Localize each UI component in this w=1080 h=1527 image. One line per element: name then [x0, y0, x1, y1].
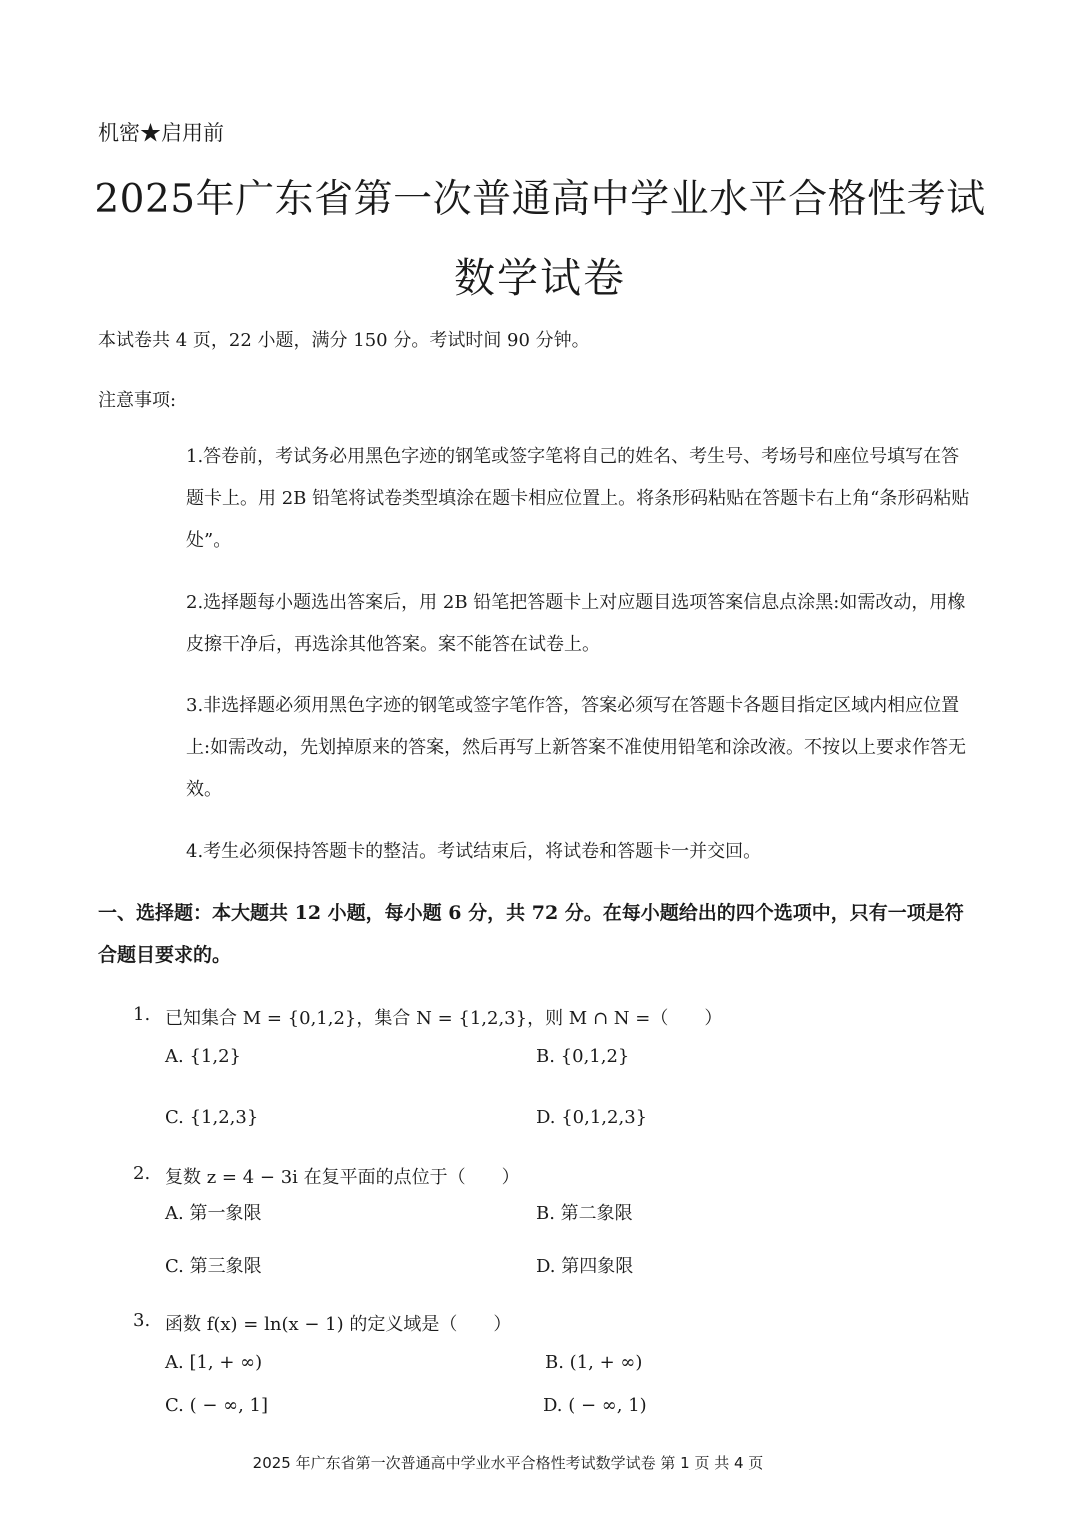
rule-1: 1.答卷前，考试务必用黑色字迹的钢笔或签字笔将自己的姓名、考生号、考场号和座位号填写在答题卡上。用 2B 铅笔将试卷类型填涂在题卡相应位置上。将条形码粘贴在答题卡右上角“条形码粘贴处”。 [186, 446, 970, 551]
question-2-option-c: C. 第三象限 [165, 1256, 262, 1277]
question-3-text: 函数 f(x) = ln(x − 1) 的定义域是（ ） [165, 1314, 512, 1335]
question-2-option-b: B. 第二象限 [536, 1203, 633, 1224]
section-heading: 一、选择题：本大题共 12 小题，每小题 6 分，共 72 分。在每小题给出的四个选项中，只有一项是符合题目要求的。 [98, 902, 964, 966]
question-3-number: 3. [133, 1310, 151, 1331]
question-1-option-a: A. {1,2} [165, 1046, 241, 1067]
page-footer: 2025 年广东省第一次普通高中学业水平合格性考试数学试卷 第 1 页 共 4 页 [252, 1454, 764, 1472]
question-3-option-c: C. ( − ∞, 1] [165, 1395, 269, 1416]
exam-title: 2025年广东省第一次普通高中学业水平合格性考试 [94, 177, 986, 222]
question-2-text: 复数 z = 4 − 3i 在复平面的点位于（ ） [165, 1167, 520, 1188]
exam-intro: 本试卷共 4 页，22 小题，满分 150 分。考试时间 90 分钟。 [98, 330, 590, 351]
confidential-label: 机密★启用前 [98, 121, 224, 145]
question-2-option-d: D. 第四象限 [536, 1256, 634, 1277]
question-3-option-d: D. ( − ∞, 1) [543, 1395, 647, 1416]
question-3-option-b: B. (1, + ∞) [545, 1352, 643, 1373]
question-3-option-a: A. [1, + ∞) [165, 1352, 263, 1373]
notice-title: 注意事项: [98, 390, 177, 411]
question-1-option-b: B. {0,1,2} [536, 1046, 630, 1067]
question-2-number: 2. [133, 1163, 151, 1184]
rule-4: 4.考生必须保持答题卡的整洁。考试结束后，将试卷和答题卡一并交回。 [186, 841, 762, 862]
question-1-text: 已知集合 M = {0,1,2}，集合 N = {1,2,3}，则 M ∩ N =（ ） [165, 1008, 723, 1029]
question-2-option-a: A. 第一象限 [165, 1203, 262, 1224]
rule-3: 3.非选择题必须用黑色字迹的钢笔或签字笔作答，答案必须写在答题卡各题目指定区域内相应位置上:如需改动，先划掉原来的答案，然后再写上新答案不准使用铅笔和涂改液。不按以上要求作答无效。 [186, 695, 967, 800]
question-1-option-c: C. {1,2,3} [165, 1107, 259, 1128]
question-1-option-d: D. {0,1,2,3} [536, 1107, 648, 1128]
exam-subtitle: 数学试卷 [454, 254, 626, 302]
question-1-number: 1. [133, 1004, 151, 1025]
rule-2: 2.选择题每小题选出答案后，用 2B 铅笔把答题卡上对应题目选项答案信息点涂黑:如需改动，用橡皮擦干净后，再选涂其他答案。案不能答在试卷上。 [186, 592, 966, 655]
